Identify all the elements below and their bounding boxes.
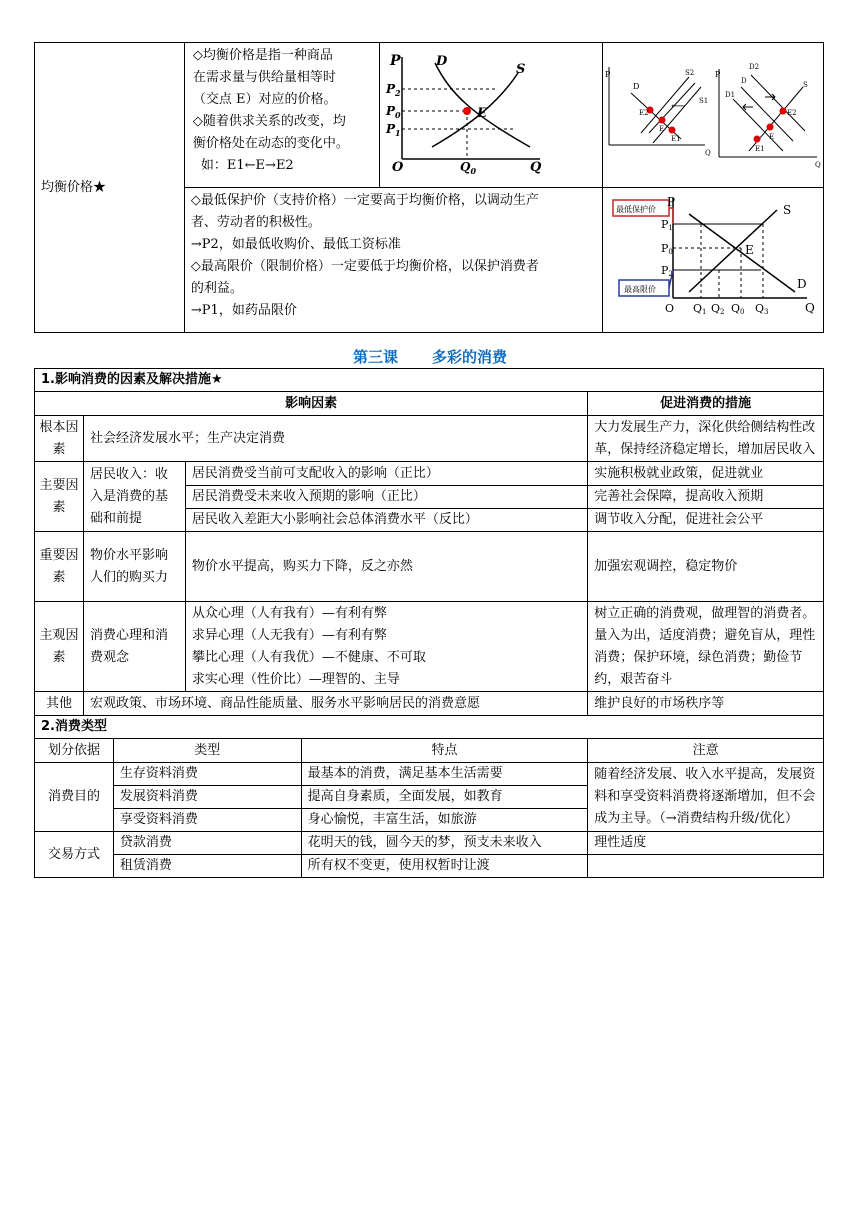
q1-sub: 1: [702, 308, 707, 316]
svg-text:P1: [661, 218, 673, 232]
other-factor: 宏观政策、市场环境、商品性能质量、服务水平影响居民的消费意愿: [83, 692, 587, 716]
important-label: 重要因素: [35, 532, 84, 602]
demand-line: [689, 214, 795, 292]
equilibrium-table: [34, 42, 824, 333]
purpose-note: 随着经济发展、收入水平提高，发展资料和享受资料消费将逐渐增加，但不会成为主导。（→消费结构升级/优化）: [588, 763, 824, 832]
desc-line: 在需求量与供给量相等时: [192, 70, 336, 85]
purpose-label: 消费目的: [35, 763, 114, 832]
basis-header: 划分依据: [35, 739, 114, 763]
desc-line: 如：E1←E→E2: [200, 158, 294, 173]
point-e1: [753, 136, 760, 143]
q0-label: Q: [459, 160, 471, 174]
d-label: D: [435, 54, 448, 69]
desc-line: 衡价格处在动态的变化中。: [192, 136, 349, 151]
lesson-title: [0, 346, 860, 367]
q-axis-label: Q: [804, 301, 815, 315]
s-label: S: [515, 62, 526, 77]
q1-label: Q: [692, 302, 703, 315]
transaction-note-2: [588, 855, 824, 878]
fundamental-measure: 大力发展生产力，深化供给侧结构性改革，保持经济稳定增长，增加居民收入: [588, 416, 824, 462]
psychology-item: 求异心理（人无我有）—有利有弊: [191, 627, 387, 643]
lesson-name: 多彩的消费: [432, 348, 508, 366]
p1-label: P: [660, 218, 669, 231]
e1-label: E1: [754, 145, 765, 153]
svg-text:Q0: [731, 302, 745, 316]
d1-label: D1: [724, 91, 736, 99]
q0-sub: 0: [740, 308, 745, 316]
price-control-description: [184, 188, 602, 333]
e-label: E: [476, 106, 487, 121]
p-axis-label: P: [604, 70, 611, 79]
main-measure-2: 完善社会保障，提高收入预期: [588, 486, 824, 509]
svg-text:P2: [661, 264, 673, 278]
other-label: 其他: [35, 692, 84, 716]
p-axis-label: P: [714, 70, 721, 79]
point-e: [766, 124, 773, 131]
svg-text:Q0: [460, 160, 476, 176]
subjective-measure: 树立正确的消费观，做理智的消费者。量入为出，适度消费；避免盲从，理性消费；保护环境，绿色消费；勤俭节约，艰苦奋斗: [588, 602, 824, 692]
main-measure-3: 调节收入分配，促进社会公平: [588, 509, 824, 532]
transaction-label: 交易方式: [35, 832, 114, 878]
supply-demand-graph: [380, 43, 602, 179]
demand-line-d: [741, 87, 793, 141]
transaction-feature-2: 所有权不变更，使用权暂时让渡: [301, 855, 588, 878]
q2-label: Q: [710, 302, 721, 315]
max-price-label: 最高限价: [623, 285, 656, 294]
purpose-feature-3: 身心愉悦，丰富生活，如旅游: [301, 809, 588, 832]
p0-label: P: [385, 104, 396, 118]
purpose-type-3: 享受资料消费: [113, 809, 301, 832]
p0-sub: 0: [395, 110, 401, 120]
svg-text:Q3: [755, 302, 769, 316]
control-line: ◇最高限价（限制价格）一定要低于均衡价格，以保护消费者: [190, 259, 539, 274]
s1-label: S1: [698, 97, 709, 105]
p0-sub: 0: [668, 248, 673, 256]
consumption-table: [34, 368, 824, 878]
subjective-label: 主观因素: [35, 602, 84, 692]
point-e2: [779, 108, 786, 115]
equilibrium-description: [184, 43, 379, 188]
control-line: ◇最低保护价（支持价格）一定要高于均衡价格，以调动生产: [190, 193, 539, 208]
control-line: 的利益。: [190, 281, 243, 296]
svg-text:P1: [385, 122, 401, 138]
q0-label: Q: [730, 302, 741, 315]
p0-label: P: [660, 242, 669, 255]
transaction-feature-1: 花明天的钱，圆今天的梦，预支未来收入: [301, 832, 588, 855]
subjective-factors: [185, 602, 587, 692]
p-axis-label: P: [666, 195, 676, 209]
equilibrium-label: 均衡价格★: [35, 43, 185, 333]
e1-label: E1: [670, 135, 681, 143]
section2-title: 2.消费类型: [35, 716, 824, 739]
fundamental-label: 根本因素: [35, 416, 84, 462]
q0-sub: 0: [470, 166, 477, 176]
price-control-graph-cell: [602, 188, 823, 333]
svg-text:Q1: [693, 302, 707, 316]
purpose-feature-2: 提高自身素质，全面发展，如教育: [301, 786, 588, 809]
p1-sub: 1: [668, 224, 673, 232]
q3-label: Q: [754, 302, 765, 315]
e-label: E: [744, 243, 754, 257]
p1-sub: 1: [395, 128, 401, 138]
d2-label: D2: [748, 63, 760, 71]
important-factor: 物价水平提高，购买力下降，反之亦然: [185, 532, 587, 602]
important-measure: 加强宏观调控，稳定物价: [588, 532, 824, 602]
p-axis-label: P: [389, 53, 401, 69]
svg-text:P2: [385, 82, 401, 98]
q3-sub: 3: [764, 308, 769, 316]
main-measure-1: 实施积极就业政策，促进就业: [588, 462, 824, 486]
psychology-item: 从众心理（人有我有）—有利有弊: [191, 605, 387, 621]
e2-label: E2: [786, 109, 797, 117]
price-control-graph: [603, 188, 823, 324]
q-axis-label: Q: [529, 160, 542, 175]
e2-label: E2: [638, 109, 649, 117]
d-label: D: [632, 82, 640, 91]
desc-line: ◇均衡价格是指一种商品: [192, 48, 333, 63]
svg-text:P0: [661, 242, 673, 256]
q2-sub: 2: [720, 308, 725, 316]
note-header: 注意: [588, 739, 824, 763]
e-label: E: [658, 125, 665, 133]
supply-curve: [432, 73, 518, 147]
type-header: 类型: [113, 739, 301, 763]
demand-line-d2: [751, 75, 805, 131]
p2-label: P: [660, 264, 669, 277]
d-label: D: [796, 277, 807, 291]
p1-label: P: [385, 122, 396, 136]
transaction-note-1: 理性适度: [588, 832, 824, 855]
fundamental-factor: 社会经济发展水平；生产决定消费: [83, 416, 587, 462]
left-arrow-icon: [743, 104, 753, 110]
col-measure-header: 促进消费的措施: [588, 392, 824, 416]
control-line: 者、劳动者的积极性。: [190, 215, 321, 230]
left-arrow-icon: ⟵: [670, 101, 686, 112]
d-label: D: [740, 77, 747, 85]
origin-label: O: [664, 302, 675, 315]
svg-text:P0: [385, 104, 401, 120]
q-axis-label: Q: [704, 149, 711, 157]
desc-line: ◇随着供求关系的改变，均: [192, 114, 346, 129]
control-line: →P2，如最低收购价、最低工资标准: [190, 237, 401, 252]
p2-label: P: [385, 82, 396, 96]
control-line: →P1，如药品限价: [190, 303, 297, 318]
shift-graphs-cell: [602, 43, 823, 188]
s-label: S: [782, 203, 792, 217]
col-factor-header: 影响因素: [35, 392, 588, 416]
main-sub: 居民收入：收入是消费的基础和前提: [83, 462, 185, 532]
desc-line: （交点 E）对应的价格。: [192, 92, 337, 107]
point-e: [658, 117, 665, 124]
s-label: S: [802, 81, 808, 89]
supply-demand-graph-cell: [379, 43, 602, 188]
demand-line-d1: [733, 99, 783, 151]
equilibrium-point: [463, 107, 471, 115]
subjective-sub: 消费心理和消费观念: [83, 602, 185, 692]
section1-title: 1.影响消费的因素及解决措施★: [35, 369, 824, 392]
feature-header: 特点: [301, 739, 588, 763]
main-factor-1: 居民消费受当前可支配收入的影响（正比）: [185, 462, 587, 486]
transaction-type-1: 贷款消费: [113, 832, 301, 855]
origin-label: O: [391, 160, 404, 175]
p2-sub: 2: [668, 270, 673, 278]
psychology-item: 攀比心理（人有我优）—不健康、不可取: [191, 649, 426, 665]
transaction-type-2: 租赁消费: [113, 855, 301, 878]
svg-text:Q2: [711, 302, 725, 316]
purpose-feature-1: 最基本的消费，满足基本生活需要: [301, 763, 588, 786]
q-axis-label: Q: [814, 161, 821, 169]
psychology-item: 求实心理（性价比）—理智的、主导: [191, 671, 400, 687]
other-measure: 维护良好的市场秩序等: [588, 692, 824, 716]
purpose-type-1: 生存资料消费: [113, 763, 301, 786]
supply-shift-graph: [603, 47, 713, 183]
lesson-number: 第三课: [352, 348, 398, 366]
demand-shift-graph: [713, 47, 823, 183]
main-factor-2: 居民消费受未来收入预期的影响（正比）: [185, 486, 587, 509]
supply-line: [689, 210, 777, 292]
e-label: E: [768, 133, 775, 141]
s2-label: S2: [684, 69, 695, 77]
important-sub: 物价水平影响人们的购买力: [83, 532, 185, 602]
main-label: 主要因素: [35, 462, 84, 532]
main-factor-3: 居民收入差距大小影响社会总体消费水平（反比）: [185, 509, 587, 532]
p2-sub: 2: [395, 88, 401, 98]
purpose-type-2: 发展资料消费: [113, 786, 301, 809]
point-e1: [668, 127, 675, 134]
min-price-label: 最低保护价: [615, 205, 656, 214]
